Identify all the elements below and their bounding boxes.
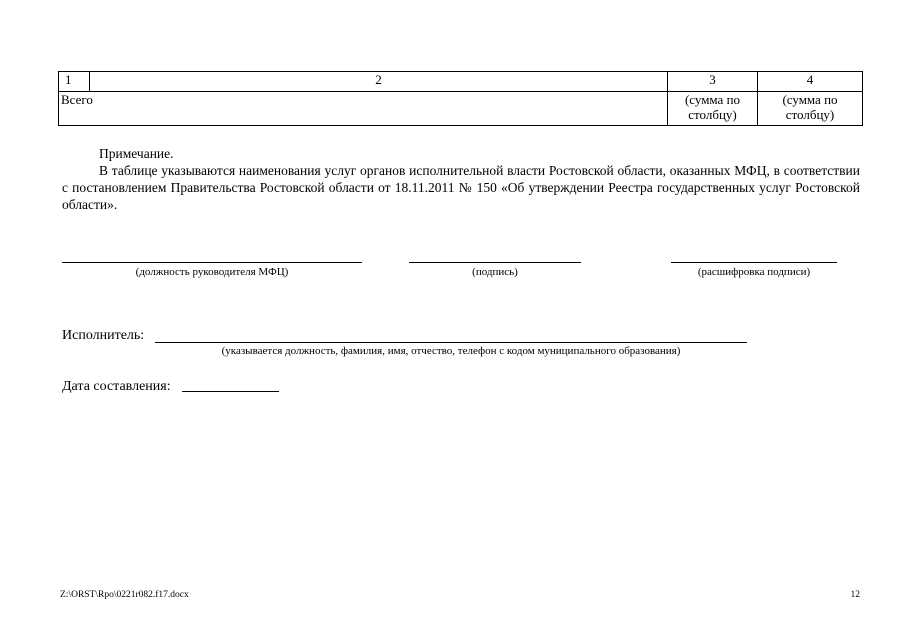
total-col4: (сумма по столбцу)	[758, 92, 863, 126]
table-header-row	[59, 72, 863, 92]
executor-line	[155, 342, 747, 343]
signature-caption: (подпись)	[472, 266, 518, 278]
header-cell-4: 4	[758, 72, 863, 92]
report-table	[58, 71, 863, 126]
executor-caption: (указывается должность, фамилия, имя, отчество, телефон с кодом муниципального образования)	[221, 345, 681, 357]
note-text: В таблице указываются наименования услуг органов исполнительной власти Ростовской области, оказанных МФЦ, в соответствии с постановлением Правительства Ростовской области от 18.11.2011 № 150 «Об утверждении Реестра государственных услуг Ростовской области».	[62, 163, 860, 212]
position-signature-line	[62, 262, 362, 263]
date-label: Дата составления:	[62, 379, 171, 394]
note-title: Примечание.	[99, 146, 174, 161]
header-cell-2: 2	[90, 72, 668, 92]
footer-file-path: Z:\ORST\Rpo\0221r082.f17.docx	[60, 590, 189, 600]
total-col3: (сумма по столбцу)	[668, 92, 758, 126]
table-total-row	[59, 92, 863, 126]
signature-line	[409, 262, 581, 263]
header-cell-1: 1	[59, 72, 90, 92]
total-label: Всего	[59, 92, 668, 126]
position-caption: (должность руководителя МФЦ)	[135, 266, 289, 278]
header-cell-3: 3	[668, 72, 758, 92]
note-block	[62, 145, 860, 213]
executor-label: Исполнитель:	[62, 328, 145, 343]
date-line	[182, 391, 279, 392]
decoding-caption: (расшифровка подписи)	[697, 266, 811, 278]
decoding-signature-line	[671, 262, 837, 263]
footer-page-number: 12	[850, 590, 860, 600]
